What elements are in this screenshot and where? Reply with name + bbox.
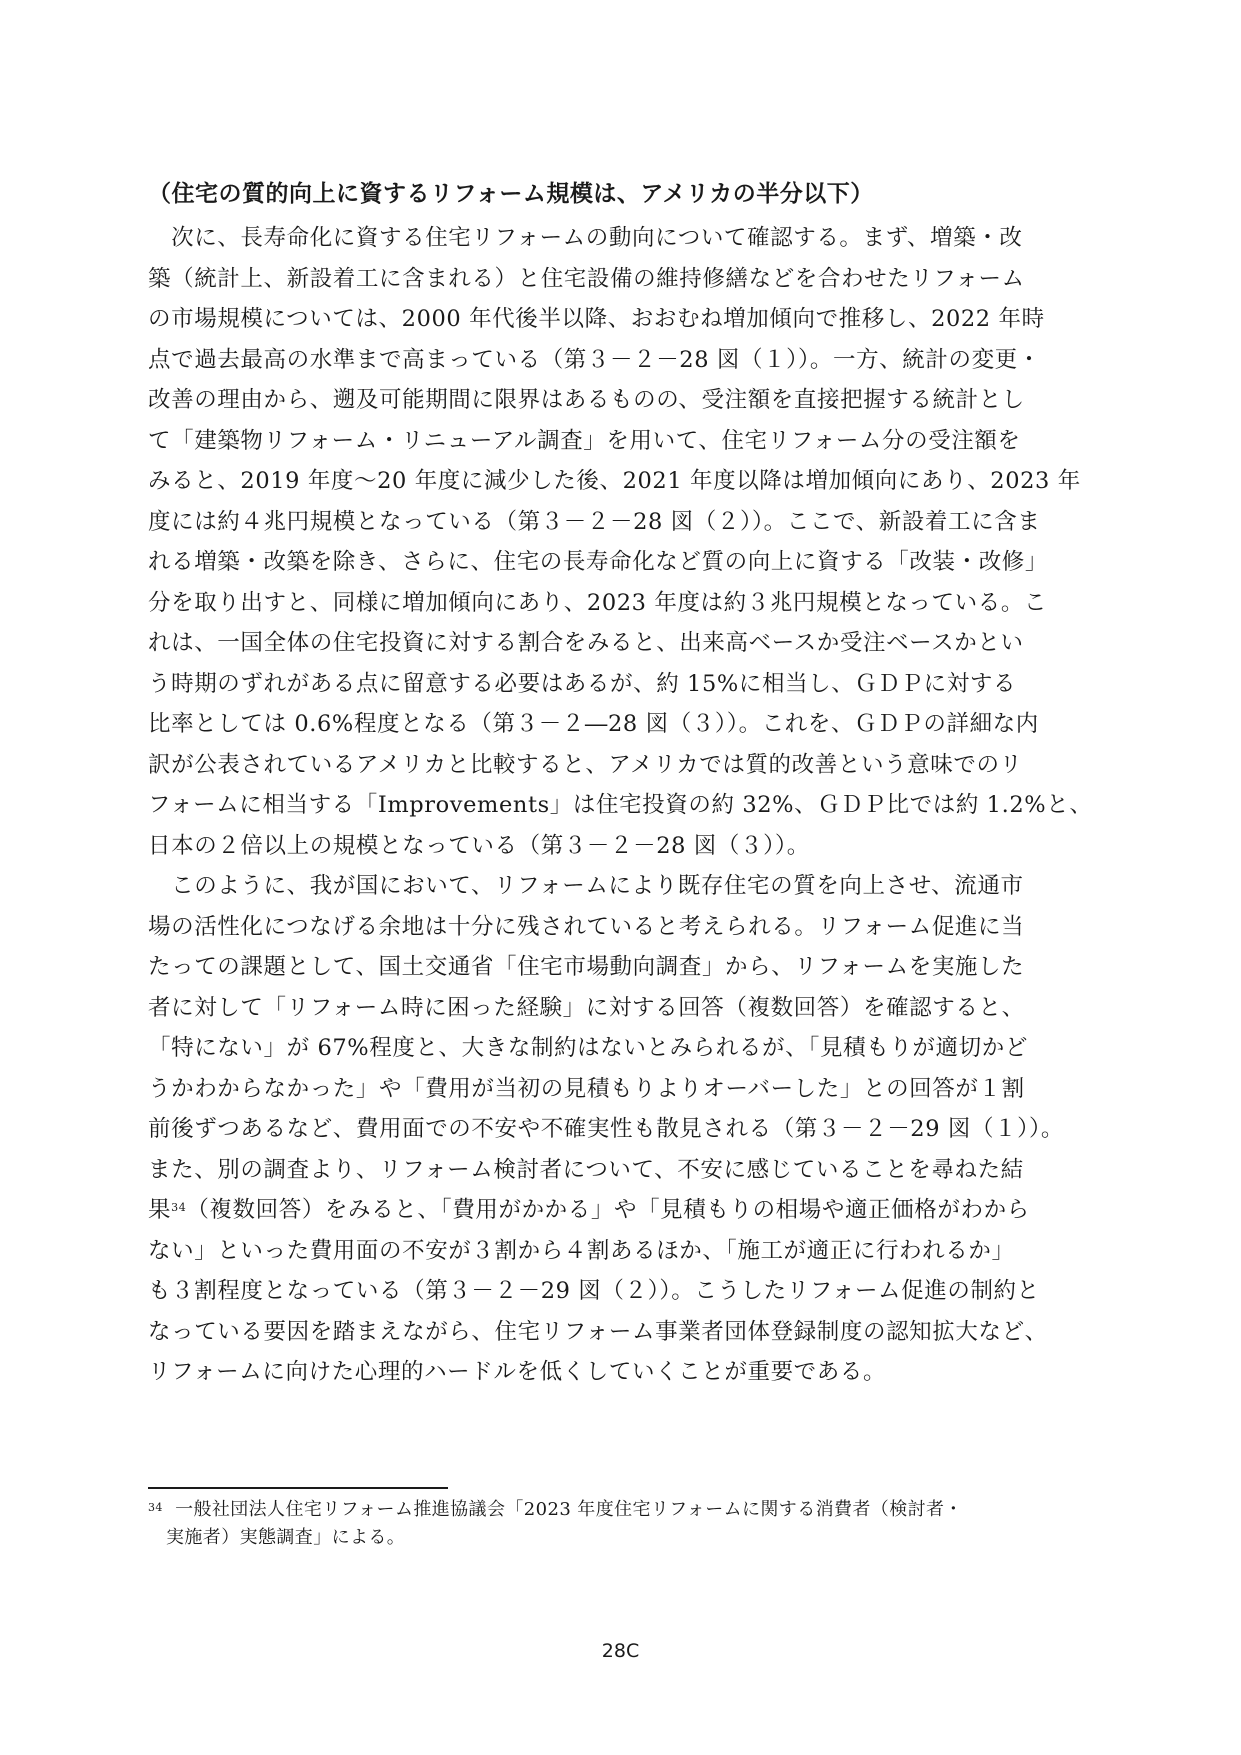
text-line: みると、2019 年度～20 年度に減少した後、2021 年度以降は増加傾向にあり、2023 年	[148, 468, 1081, 494]
text-line: リフォームに向けた心理的ハードルを低くしていくことが重要である。	[148, 1359, 887, 1385]
footnote	[148, 1496, 1110, 1552]
text-line: フォームに相当する「Improvements」は住宅投資の約 32%、ＧＤＰ比では約 1.2%と、	[148, 792, 1093, 818]
text-line: 場の活性化につなげる余地は十分に残されていると考えられる。リフォーム促進に当	[148, 913, 1025, 940]
footnote-line: 実施者）実態調査」による。	[166, 1527, 406, 1548]
text-line: も３割程度となっている（第３－２－29 図（２））。こうしたリフォーム促進の制約と	[148, 1278, 1040, 1304]
text-line: 改善の理由から、遡及可能期間に限界はあるものの、受注額を直接把握する統計とし	[148, 387, 1025, 413]
text-line: また、別の調査より、リフォーム検討者について、不安に感じていることを尋ねた結	[148, 1156, 1024, 1183]
footnote-mark: 34	[148, 1501, 163, 1514]
footnote-divider	[148, 1487, 448, 1489]
section-heading: （住宅の質的向上に資するリフォーム規模は、アメリカの半分以下）	[148, 181, 874, 207]
text-line: 点で過去最高の水準まで高まっている（第３－２－28 図（１））。一方、統計の変更・	[148, 346, 1041, 373]
text-line: う時期のずれがある点に留意する必要はあるが、約 15%に相当し、ＧＤＰに対する	[148, 670, 1017, 697]
text-line: このように、我が国において、リフォームにより既存住宅の質を向上させ、流通市	[148, 873, 1024, 899]
text-line: 者に対して「リフォーム時に困った経験」に対する回答（複数回答）を確認すると、	[148, 994, 1025, 1021]
text-line: うかわからなかった」や「費用が当初の見積もりよりオーバーした」との回答が１割	[148, 1075, 1025, 1102]
text-line: 訳が公表されているアメリカと比較すると、アメリカでは質的改善という意味でのリ	[148, 751, 1023, 778]
footnote-line	[148, 1496, 1110, 1524]
text-line: れは、一国全体の住宅投資に対する割合をみると、出来高ベースか受注ベースかとい	[148, 630, 1024, 656]
body-text	[148, 218, 1110, 1393]
text-segment: （複数回答）をみると、「費用がかかる」や「見積もりの相場や適正価格がわから	[186, 1197, 1030, 1223]
text-line: たっての課題として、国土交通省「住宅市場動向調査」から、リフォームを実施した	[148, 954, 1025, 980]
text-segment: 果	[148, 1197, 172, 1223]
text-line: 分を取り出すと、同様に増加傾向にあり、2023 年度は約３兆円規模となっている。こ	[148, 589, 1048, 616]
text-line: 度には約４兆円規模となっている（第３－２－28 図（２））。ここで、新設着工に含ま	[148, 508, 1041, 535]
footnote-reference[interactable]: 34	[171, 1201, 187, 1214]
text-line: れる増築・改築を除き、さらに、住宅の長寿命化など質の向上に資する「改装・改修」	[148, 549, 1049, 575]
page-number: 28C	[601, 1640, 640, 1662]
text-line: 「特にない」が 67%程度と、大きな制約はないとみられるが、「見積もりが適切かど	[148, 1035, 1028, 1061]
footnote-text: 一般社団法人住宅リフォーム推進協議会「2023 年度住宅リフォームに関する消費者（検討者・	[175, 1499, 963, 1520]
text-line: の市場規模については、2000 年代後半以降、おおむね増加傾向で推移し、2022 年時	[148, 306, 1045, 332]
text-line: 築（統計上、新設着工に含まれる）と住宅設備の維持修繕などを合わせたリフォーム	[148, 265, 1025, 292]
text-line: 日本の２倍以上の規模となっている（第３－２－28 図（３））。	[148, 832, 810, 859]
text-line: 前後ずつあるなど、費用面での不安や不確実性も散見される（第３－２－29 図（１））。	[148, 1116, 1064, 1142]
text-line: て「建築物リフォーム・リニューアル調査」を用いて、住宅リフォーム分の受注額を	[148, 427, 1021, 454]
text-line: なっている要因を踏まえながら、住宅リフォーム事業者団体登録制度の認知拡大など、	[148, 1318, 1048, 1345]
text-line: ない」といった費用面の不安が３割から４割あるほか、「施工が適正に行われるか」	[148, 1237, 1015, 1264]
text-line: 比率としては 0.6%程度となる（第３－２―28 図（３））。これを、ＧＤＰの詳細な内	[148, 711, 1039, 737]
text-line-footnote-ref	[148, 1190, 1110, 1231]
text-line: 次に、長寿命化に資する住宅リフォームの動向について確認する。まず、増築・改	[148, 225, 1023, 251]
